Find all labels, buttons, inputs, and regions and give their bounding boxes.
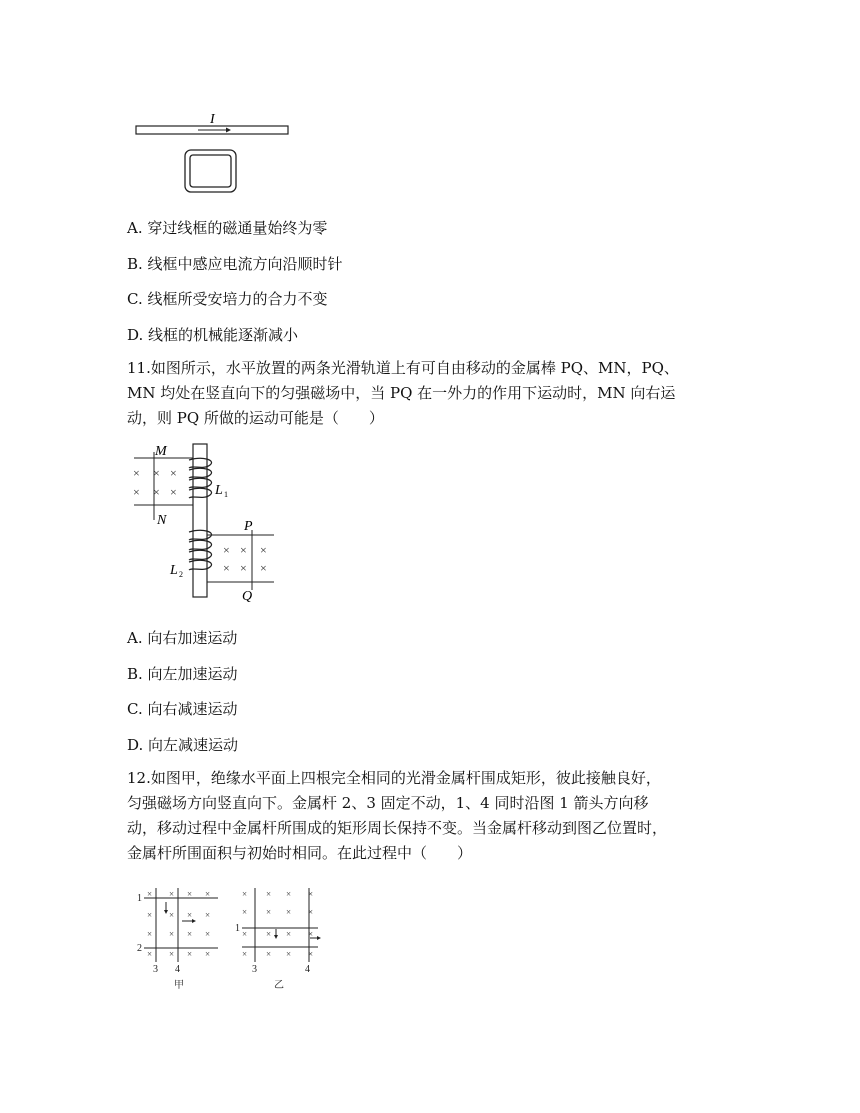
b-field-cross: × <box>260 543 267 557</box>
svg-text:×: × <box>266 889 272 899</box>
svg-text:×: × <box>169 889 175 899</box>
svg-text:×: × <box>147 910 153 920</box>
q11-option-c: C. 向右减速运动 <box>127 700 238 718</box>
jia-label-2: 2 <box>137 943 142 954</box>
b-field-cross: × <box>170 466 177 480</box>
b-field-cross: × <box>223 561 230 575</box>
svg-text:×: × <box>187 889 193 899</box>
svg-text:×: × <box>308 949 314 959</box>
move-arrow-down-head <box>274 935 278 939</box>
svg-text:×: × <box>286 949 292 959</box>
yi-label-1: 1 <box>235 923 240 934</box>
b-field-cross: × <box>240 561 247 575</box>
rods-figure <box>128 884 328 994</box>
jia-label-3: 3 <box>153 964 158 975</box>
svg-text:×: × <box>286 889 292 899</box>
jia-label-1: 1 <box>137 893 142 904</box>
q11-stem-line: 动，则 PQ 所做的运动可能是（ ） <box>127 409 384 427</box>
q10-option-b: B. 线框中感应电流方向沿顺时针 <box>127 255 343 273</box>
label-l2-sub: 2 <box>179 570 183 579</box>
q12-stem-line: 动，移动过程中金属杆所围成的矩形周长保持不变。当金属杆移动到图乙位置时， <box>127 819 668 837</box>
q12-stem-line: 12.如图甲，绝缘水平面上四根完全相同的光滑金属杆围成矩形，彼此接触良好， <box>127 769 661 787</box>
svg-text:×: × <box>308 907 314 917</box>
b-field-cross: × <box>133 466 140 480</box>
b-field-cross: × <box>133 485 140 499</box>
yi-rods <box>242 888 318 962</box>
svg-text:×: × <box>205 929 211 939</box>
jia-caption: 甲 <box>174 980 184 991</box>
svg-text:×: × <box>147 889 153 899</box>
svg-text:×: × <box>187 910 193 920</box>
svg-text:×: × <box>308 889 314 899</box>
yi-label-3: 3 <box>252 964 257 975</box>
move-arrow-right-head <box>317 936 321 940</box>
square-loop-outer <box>185 150 236 192</box>
b-field-cross: × <box>153 466 160 480</box>
q10-option-c: C. 线框所受安培力的合力不变 <box>127 290 328 308</box>
q11-option-d: D. 向左减速运动 <box>127 736 239 754</box>
label-q: Q <box>242 589 253 604</box>
q12-stem-line: 匀强磁场方向竖直向下。金属杆 2、3 固定不动，1、4 同时沿图 1 箭头方向移 <box>127 794 649 812</box>
svg-text:×: × <box>147 949 153 959</box>
move-arrow-down-head <box>164 910 168 914</box>
yi-label-4: 4 <box>305 964 310 975</box>
svg-text:×: × <box>242 907 248 917</box>
q11-option-b: B. 向左加速运动 <box>127 665 238 683</box>
svg-text:×: × <box>205 949 211 959</box>
square-loop-inner <box>190 155 231 187</box>
label-l1-sub: 1 <box>224 490 228 499</box>
svg-text:×: × <box>266 907 272 917</box>
svg-text:×: × <box>205 889 211 899</box>
svg-text:×: × <box>169 949 175 959</box>
q12-stem <box>127 766 739 866</box>
b-field-cross: × <box>223 543 230 557</box>
label-l2: L <box>170 563 178 578</box>
q11-stem-line: MN 均处在竖直向下的匀强磁场中，当 PQ 在一外力的作用下运动时，MN 向右运 <box>127 384 676 402</box>
svg-text:×: × <box>308 929 314 939</box>
b-field-cross: × <box>240 543 247 557</box>
svg-text:×: × <box>266 949 272 959</box>
svg-text:×: × <box>242 929 248 939</box>
q12-stem-line: 金属杆所围面积与初始时相同。在此过程中（ ） <box>127 844 473 862</box>
upper-field <box>133 466 177 499</box>
svg-text:×: × <box>205 910 211 920</box>
current-label: I <box>210 112 215 127</box>
svg-text:×: × <box>147 929 153 939</box>
svg-text:×: × <box>286 907 292 917</box>
move-arrow-right-head <box>192 919 196 923</box>
svg-text:×: × <box>266 929 272 939</box>
label-l1: L <box>215 483 223 498</box>
q10-option-d: D. 线框的机械能逐渐减小 <box>127 326 299 344</box>
q11-stem <box>127 356 739 431</box>
b-field-cross: × <box>153 485 160 499</box>
label-m: M <box>155 444 167 459</box>
q10-option-a: A. 穿过线框的磁通量始终为零 <box>127 219 328 237</box>
b-field-cross: × <box>260 561 267 575</box>
svg-text:×: × <box>187 949 193 959</box>
svg-text:×: × <box>242 889 248 899</box>
b-field-cross: × <box>170 485 177 499</box>
yi-field <box>242 889 313 959</box>
label-p: P <box>244 519 253 534</box>
yi-caption: 乙 <box>274 980 284 991</box>
svg-text:×: × <box>286 929 292 939</box>
lower-field <box>223 543 267 575</box>
wire-loop-figure <box>128 108 298 196</box>
label-n: N <box>157 513 167 528</box>
jia-label-4: 4 <box>175 964 180 975</box>
q11-stem-line: 11.如图所示，水平放置的两条光滑轨道上有可自由移动的金属棒 PQ、MN，PQ、 <box>127 359 679 377</box>
svg-text:×: × <box>169 910 175 920</box>
svg-text:×: × <box>169 929 175 939</box>
rails-coils-figure <box>128 440 288 605</box>
q11-option-a: A. 向右加速运动 <box>127 629 238 647</box>
svg-text:×: × <box>242 949 248 959</box>
svg-text:×: × <box>187 929 193 939</box>
